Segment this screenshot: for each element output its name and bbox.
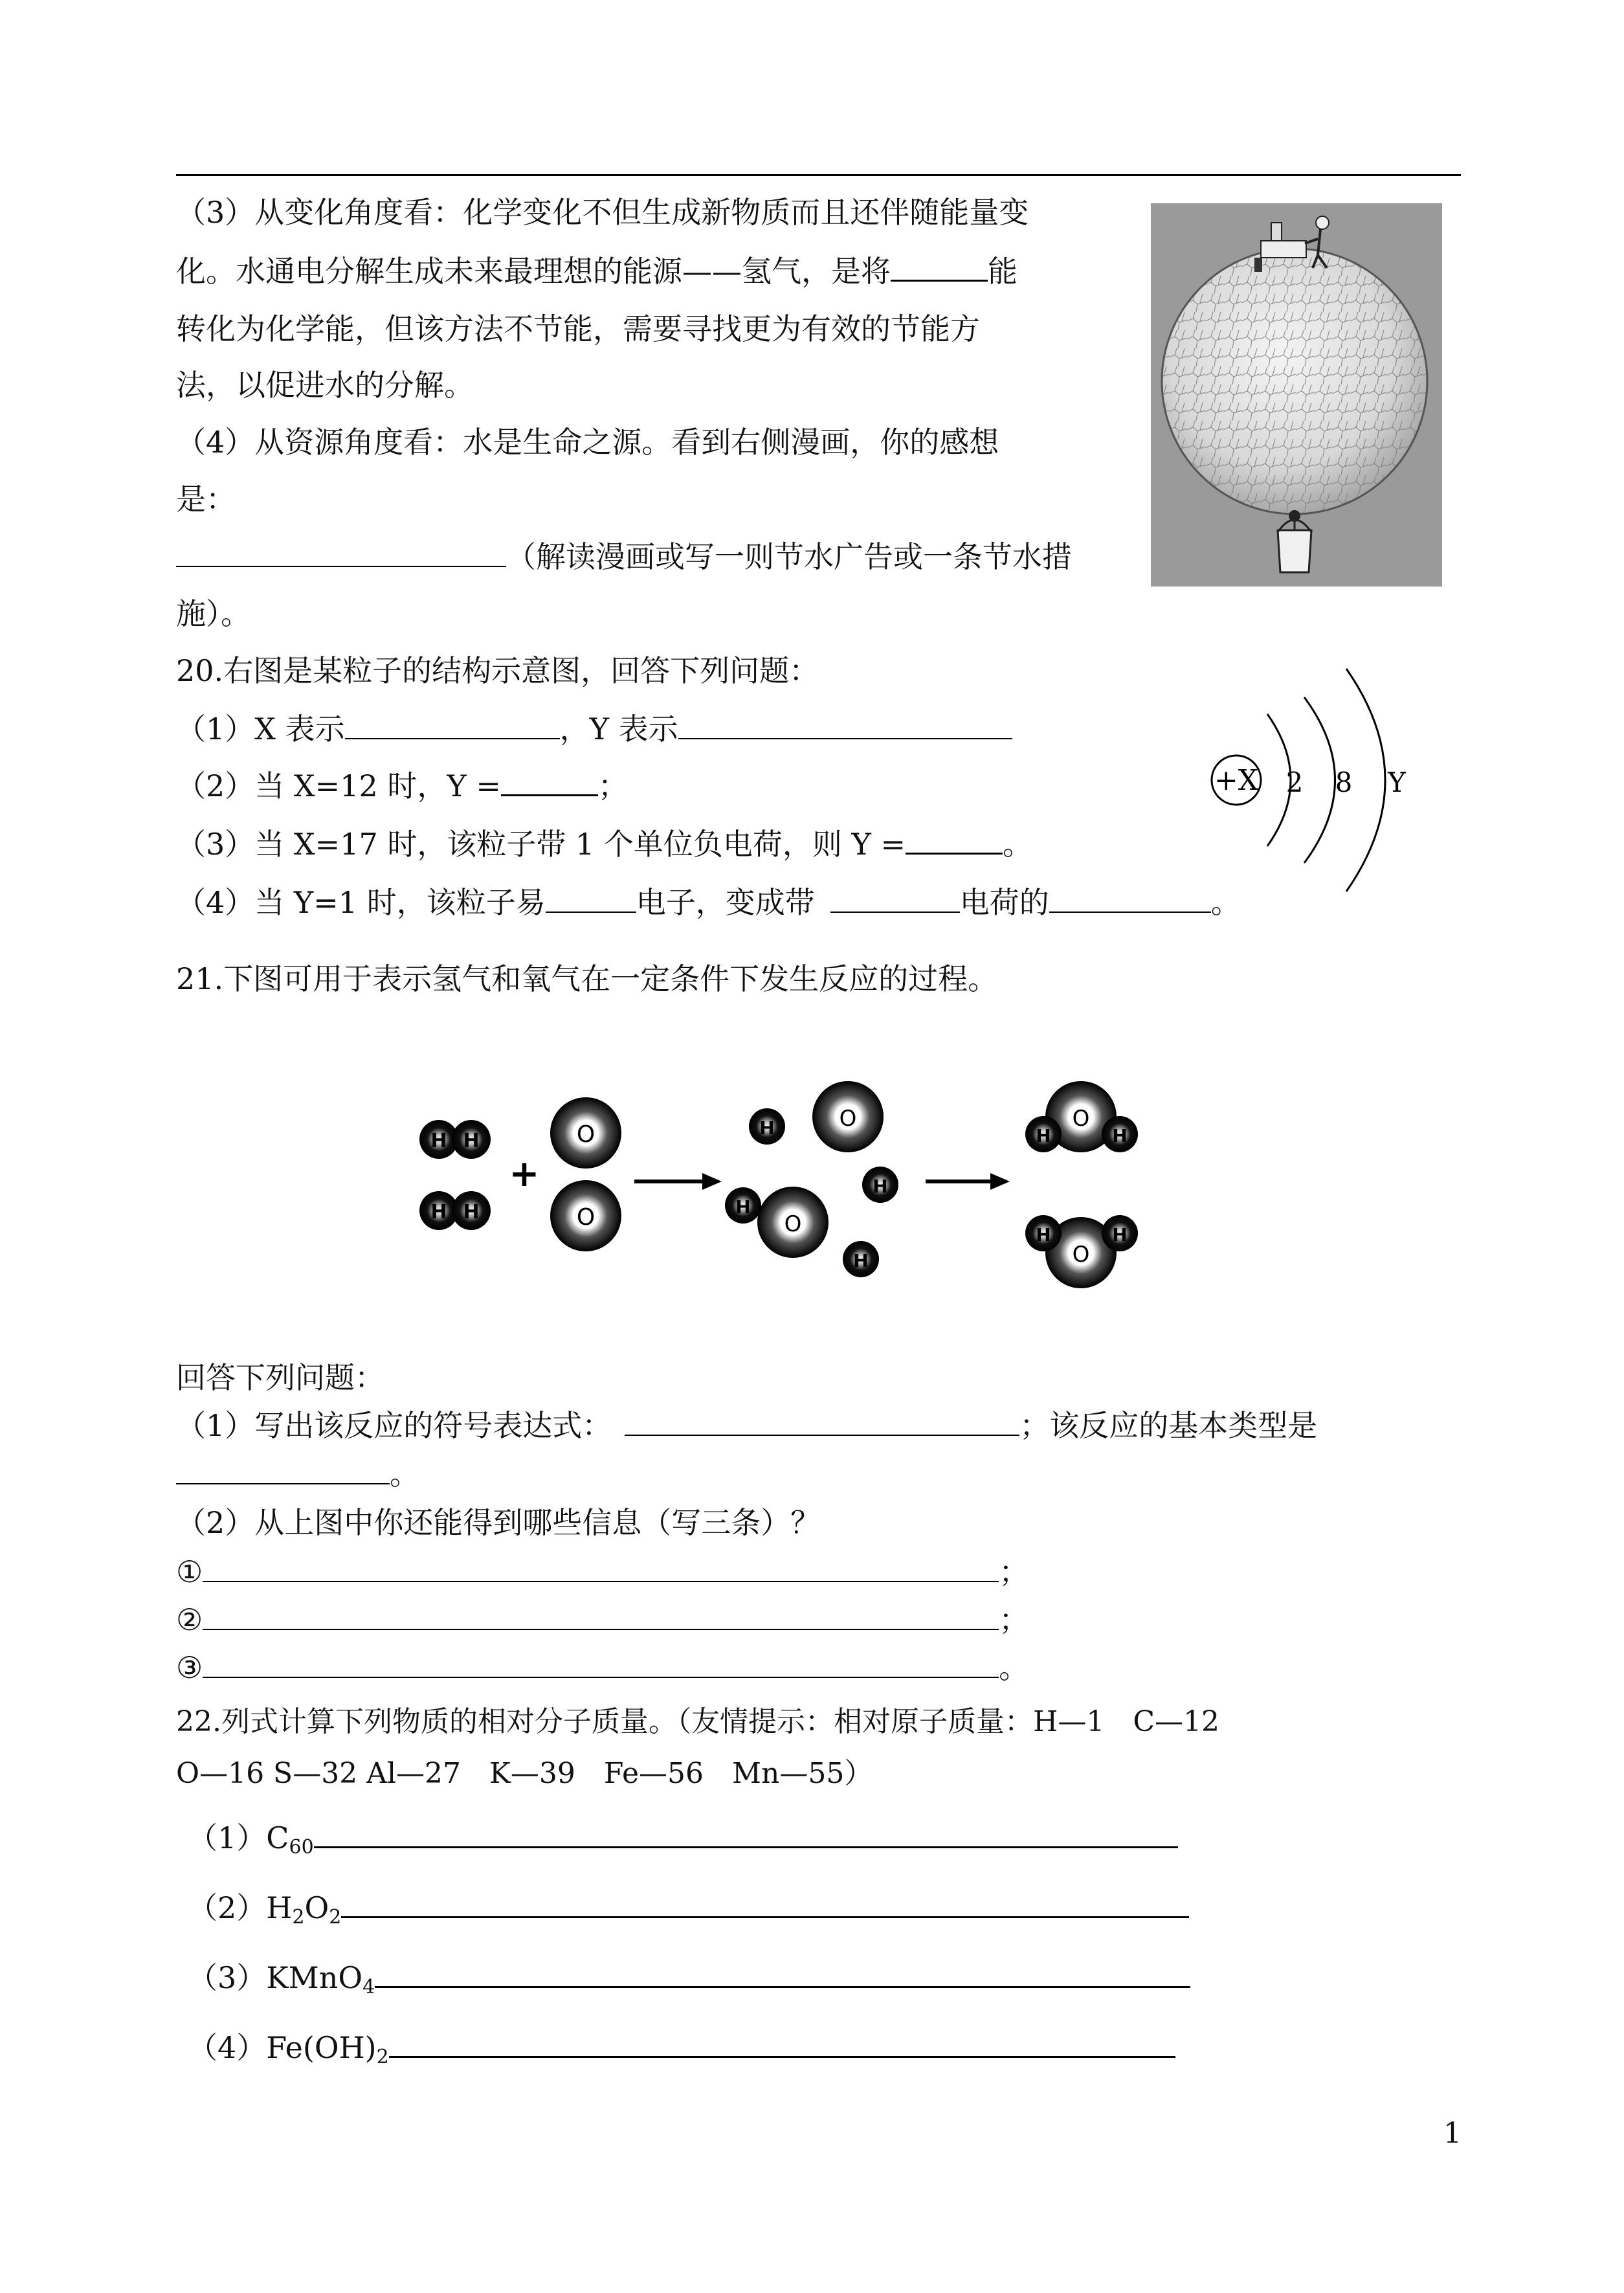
q21-q2: （2）从上图中你还能得到哪些信息（写三条）？ (176, 1505, 821, 1540)
q20-q2 (176, 766, 628, 805)
q21-info-blank-2[interactable] (203, 1600, 999, 1630)
q20-q4-blank-2[interactable] (830, 883, 960, 913)
q22-item-3-sub: 4 (362, 1976, 375, 1998)
svg-text:H: H (873, 1176, 888, 1197)
q20-q4-end: 。 (1210, 885, 1241, 920)
q21-info-mark-2: ② (176, 1602, 203, 1637)
svg-text:H: H (430, 1201, 447, 1224)
q20-q4-text-a: （4）当 Y=1 时，该粒子易 (176, 885, 546, 920)
page-number: 1 (1443, 2117, 1462, 2150)
q21-q1-text-a: （1）写出该反应的符号表达式： (176, 1408, 612, 1443)
svg-text:O: O (1072, 1242, 1090, 1268)
q22-item-1-num: （1） (188, 1820, 267, 1855)
q21-reaction-type-blank[interactable] (176, 1455, 390, 1484)
svg-text:O: O (576, 1121, 595, 1148)
q21-title: 21.下图可用于表示氢气和氧气在一定条件下发生反应的过程。 (176, 961, 998, 996)
q21-q1 (176, 1406, 1317, 1445)
q22-item-2-formula-h: H (266, 1890, 293, 1925)
q22-item-1-sub: 60 (289, 1836, 314, 1859)
q21-info-mark-3: ③ (176, 1650, 203, 1685)
q19-p3-line2 (176, 251, 1018, 291)
svg-text:H: H (1112, 1224, 1128, 1246)
q22-item-4-num: （4） (188, 2030, 267, 2065)
q19-p4-line2: 是： (176, 482, 236, 517)
q20-q4-blank-1[interactable] (546, 883, 636, 913)
q20-q2-text: （2）当 X=12 时，Y = (176, 768, 501, 803)
q20-q3-blank[interactable] (906, 824, 1003, 855)
q21-q1-text-b: ；该反应的基本类型是 (1019, 1408, 1318, 1443)
q22-item-2-blank[interactable] (341, 1888, 1189, 1918)
q22-item-1-formula: C (266, 1820, 289, 1855)
q21-info-end-3: 。 (999, 1650, 1029, 1685)
q20-q3-end: 。 (1003, 827, 1032, 862)
q22-item-2-formula-o: O (304, 1890, 329, 1925)
svg-text:O: O (1072, 1106, 1090, 1132)
q22-item-2-sub-h: 2 (292, 1906, 305, 1929)
q20-y-meaning-blank[interactable] (678, 710, 1012, 739)
q22-item-2-num: （2） (188, 1890, 267, 1925)
plus-sign: + (509, 1153, 540, 1195)
q19-thought-blank[interactable] (176, 537, 506, 567)
q19-p4-line1: （4）从资源角度看：水是生命之源。看到右侧漫画，你的感想 (176, 425, 999, 460)
q22-item-4-sub: 2 (376, 2046, 389, 2068)
q19-p4-line3 (176, 537, 1072, 576)
q21-info-item-2 (176, 1600, 1029, 1639)
q20-q4-text-c: 电荷的 (959, 885, 1049, 920)
q21-equation-blank[interactable] (625, 1406, 1019, 1436)
q20-q3 (176, 824, 1032, 864)
atom-structure-diagram (1191, 657, 1450, 903)
q21-info-mark-1: ① (176, 1554, 203, 1589)
q21-info-end-2: ； (999, 1602, 1029, 1637)
shell-2-count: 8 (1335, 766, 1353, 798)
q22-item-3-num: （3） (188, 1960, 267, 1995)
q22-title-line2: O—16 S—32 Al—27 K—39 Fe—56 Mn—55） (176, 1757, 873, 1790)
q20-x-meaning-blank[interactable] (345, 710, 560, 739)
q20-q4 (176, 883, 1241, 922)
q21-info-end-1: ； (999, 1554, 1029, 1589)
svg-text:H: H (1036, 1224, 1051, 1246)
q19-p3-line3: 转化为化学能，但该方法不节能，需要寻找更为有效的节能方 (176, 311, 980, 346)
q19-p3-line4: 法，以促进水的分解。 (176, 368, 474, 403)
reaction-arrow-2 (926, 1173, 1010, 1190)
q22-item-4 (188, 2028, 1175, 2077)
svg-text:H: H (463, 1201, 480, 1224)
reaction-process-figure (414, 1049, 1165, 1321)
q22-item-4-blank[interactable] (389, 2028, 1175, 2058)
h2-molecule-2 (419, 1191, 491, 1230)
svg-text:O: O (839, 1106, 857, 1132)
svg-text:H: H (1112, 1125, 1128, 1146)
q20-q3-text: （3）当 X=17 时，该粒子带 1 个单位负电荷，则 Y = (176, 827, 906, 862)
q22-item-2 (188, 1888, 1189, 1937)
q22-item-4-formula: Fe(OH) (266, 2030, 377, 2065)
q21-info-item-3 (176, 1648, 1029, 1687)
q22-item-1 (188, 1818, 1178, 1867)
svg-text:H: H (735, 1196, 751, 1218)
q20-q4-blank-3[interactable] (1049, 883, 1211, 913)
svg-text:O: O (576, 1204, 595, 1231)
nucleus-label: +X (1214, 764, 1259, 797)
shell-arc-2 (1304, 697, 1335, 863)
water-cartoon-image (1151, 203, 1442, 587)
svg-text:H: H (430, 1130, 447, 1152)
q20-title: 20.右图是某粒子的结构示意图，回答下列问题： (176, 653, 819, 688)
q22-title-line1: 22.列式计算下列物质的相对分子质量。（友情提示：相对原子质量：H—1 C—12 (176, 1705, 1219, 1738)
o2-molecule (550, 1097, 621, 1251)
q20-q1 (176, 710, 1012, 748)
q20-q1-label-x: （1）X 表示 (176, 711, 345, 746)
h2-molecule-1 (419, 1120, 491, 1159)
q20-q1-label-y: ，Y 表示 (559, 711, 678, 746)
q22-item-3-formula: KMnO (266, 1960, 363, 1995)
q19-p4-line4: 施）。 (176, 596, 250, 631)
svg-text:H: H (463, 1130, 480, 1152)
q19-p3-line2-text: 化。水通电分解生成未来最理想的能源——氢气，是将 (176, 254, 891, 289)
q22-item-3-blank[interactable] (375, 1958, 1190, 1988)
q19-p4-line3-tail: （解读漫画或写一则节水广告或一条节水措 (506, 539, 1072, 574)
q21-prompt: 回答下列问题： (176, 1360, 384, 1395)
svg-text:O: O (784, 1211, 802, 1237)
svg-text:H: H (759, 1117, 775, 1139)
q22-item-2-sub-o: 2 (329, 1906, 342, 1929)
q19-p3-line2-tail: 能 (988, 254, 1018, 289)
q19-energy-blank[interactable] (891, 251, 988, 282)
q21-info-item-1 (176, 1552, 1029, 1591)
q19-p3-line1: （3）从变化角度看：化学变化不但生成新物质而且还伴随能量变 (176, 195, 1029, 230)
q21-info-blank-1[interactable] (203, 1552, 999, 1582)
q21-q1-end: 。 (390, 1457, 419, 1492)
q20-q4-text-b: 电子，变成带 (636, 885, 815, 920)
reaction-arrow-1 (634, 1173, 722, 1190)
header-rule (176, 174, 1461, 176)
q21-info-blank-3[interactable] (203, 1648, 999, 1678)
h2o-molecule-1 (1025, 1081, 1138, 1152)
shell-3-count: Y (1388, 766, 1406, 798)
q22-item-3 (188, 1958, 1190, 2007)
q20-q2-blank[interactable] (501, 766, 598, 796)
h2o-molecule-2 (1025, 1215, 1138, 1288)
q22-item-1-blank[interactable] (314, 1818, 1178, 1848)
shell-1-count: 2 (1285, 766, 1304, 798)
separated-atoms (725, 1081, 898, 1277)
q20-q2-end: ； (597, 768, 628, 803)
svg-text:H: H (853, 1250, 869, 1271)
q21-q1-line2 (176, 1455, 419, 1493)
svg-text:H: H (1036, 1125, 1051, 1146)
